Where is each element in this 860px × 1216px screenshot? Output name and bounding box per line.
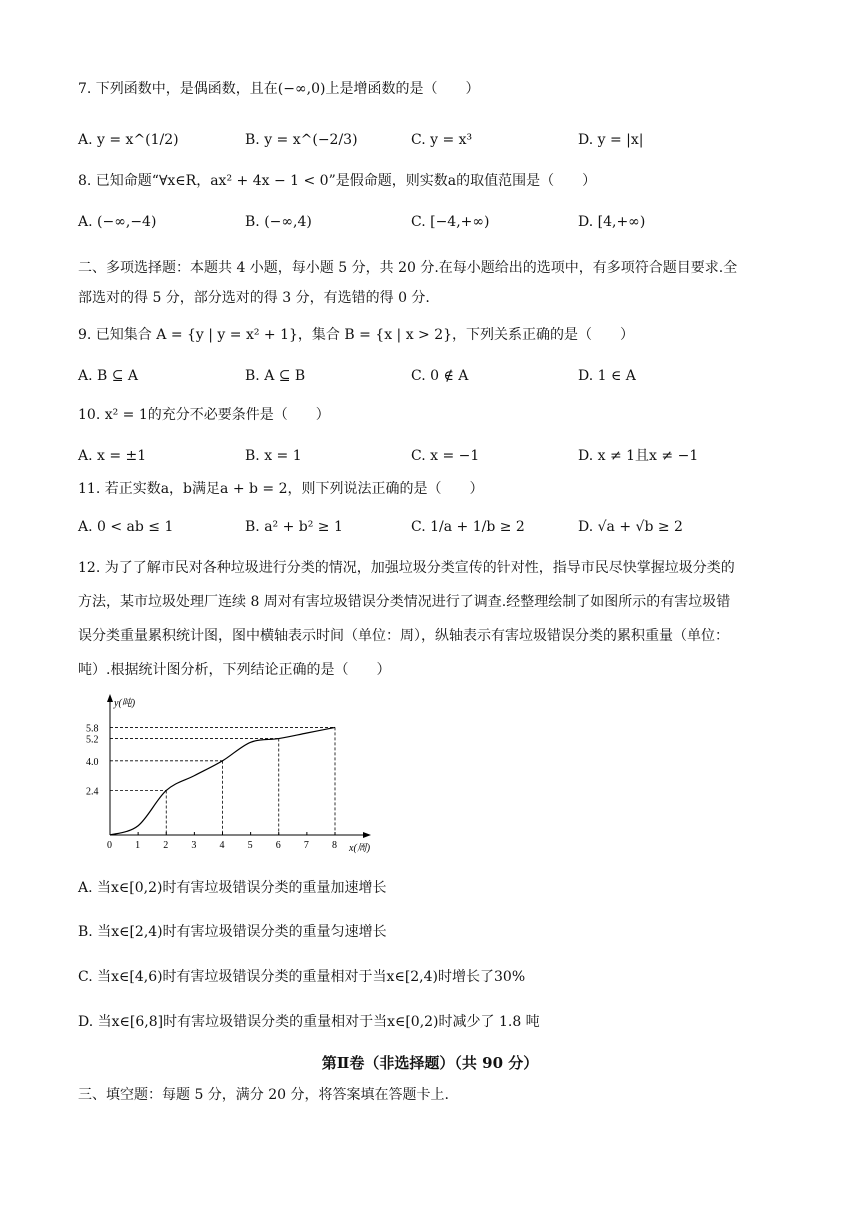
x-axis-arrow	[363, 832, 371, 838]
question-8-option-b: B. (−∞,4)	[245, 214, 312, 230]
x-axis-label: x(周)	[349, 843, 371, 854]
cumulative-weight-chart	[78, 690, 378, 865]
question-11-option-d: D. √a + √b ≥ 2	[578, 519, 683, 535]
question-9-option-b: B. A ⊆ B	[245, 368, 306, 384]
question-12-stem-line1: 12. 为了了解市民对各种垃圾进行分类的情况，加强垃圾分类宣传的针对性，指导市民尽快掌握垃圾分类的	[78, 560, 735, 576]
question-10-option-d: D. x ≠ 1且x ≠ −1	[578, 448, 699, 464]
x-tick-label: 3	[191, 840, 197, 851]
x-tick-label: 8	[332, 840, 337, 851]
x-tick-label: 0	[107, 840, 112, 851]
question-12-stem-line4: 吨）.根据统计图分析，下列结论正确的是（ ）	[78, 662, 391, 678]
question-8-option-a: A. (−∞,−4)	[78, 214, 157, 230]
x-tick-label: 4	[219, 840, 225, 851]
y-tick-label: 5.8	[86, 723, 99, 735]
y-tick-label: 2.4	[86, 786, 99, 798]
question-7-option-d: D. y = |x|	[578, 132, 644, 148]
question-12-option-c: C. 当x∈[4,6)时有害垃圾错误分类的重量相对于当x∈[2,4)时增长了30%	[78, 969, 526, 985]
x-tick-label: 6	[275, 840, 281, 851]
question-12-option-b: B. 当x∈[2,4)时有害垃圾错误分类的重量匀速增长	[78, 924, 387, 940]
question-9-option-d: D. 1 ∈ A	[578, 368, 636, 384]
question-8-option-d: D. [4,+∞)	[578, 214, 646, 230]
question-7-option-a: A. y = x^(1/2)	[78, 132, 179, 148]
y-tick-label: 4.0	[86, 756, 99, 768]
question-12-option-d: D. 当x∈[6,8]时有害垃圾错误分类的重量相对于当x∈[0,2)时减少了 1.8 吨	[78, 1014, 540, 1030]
question-10-option-c: C. x = −1	[411, 448, 480, 464]
question-11-option-c: C. 1/a + 1/b ≥ 2	[411, 519, 525, 535]
part-2-title: 第Ⅱ卷（非选择题）（共 90 分）	[321, 1054, 539, 1072]
section-3-heading: 三、填空题：每题 5 分，满分 20 分，将答案填在答题卡上.	[78, 1087, 449, 1103]
y-axis-label: y(吨)	[114, 698, 136, 709]
question-7-option-b: B. y = x^(−2/3)	[245, 132, 358, 148]
x-tick-label: 2	[163, 840, 169, 851]
question-12-option-a: A. 当x∈[0,2)时有害垃圾错误分类的重量加速增长	[78, 880, 387, 896]
x-tick-label: 7	[303, 840, 309, 851]
x-tick-label: 5	[247, 840, 253, 851]
question-12-stem-line2: 方法，某市垃圾处理厂连续 8 周对有害垃圾错误分类情况进行了调查.经整理绘制了如图所示的有害垃圾错	[78, 594, 731, 610]
y-tick-label: 5.2	[86, 734, 99, 746]
section-2-heading-line2: 部选对的得 5 分，部分选对的得 3 分，有选错的得 0 分.	[78, 290, 430, 306]
y-axis-arrow	[107, 694, 113, 702]
question-10-option-b: B. x = 1	[245, 448, 302, 464]
question-11-option-a: A. 0 < ab ≤ 1	[78, 519, 174, 535]
question-12-stem-line3: 误分类重量累积统计图，图中横轴表示时间（单位：周），纵轴表示有害垃圾错误分类的累积重量（单位：	[78, 628, 729, 644]
question-11-option-b: B. a² + b² ≥ 1	[245, 519, 343, 535]
question-9-option-a: A. B ⊆ A	[78, 368, 139, 384]
question-8-option-c: C. [−4,+∞)	[411, 214, 490, 230]
question-10-stem: 10. x² = 1的充分不必要条件是（ ）	[78, 407, 330, 423]
question-10-option-a: A. x = ±1	[78, 448, 147, 464]
question-7-stem: 7. 下列函数中，是偶函数，且在(−∞,0)上是增函数的是（ ）	[78, 81, 480, 97]
question-7-option-c: C. y = x³	[411, 132, 473, 148]
question-8-stem: 8. 已知命题“∀x∈R，ax² + 4x − 1 < 0”是假命题，则实数a的取值范围是（ ）	[78, 173, 597, 189]
question-9-option-c: C. 0 ∉ A	[411, 368, 469, 384]
x-tick-label: 1	[135, 840, 141, 851]
question-11-stem: 11. 若正实数a，b满足a + b = 2，则下列说法正确的是（ ）	[78, 481, 484, 497]
question-9-stem: 9. 已知集合 A = {y | y = x² + 1}，集合 B = {x | x > 2}，下列关系正确的是（ ）	[78, 327, 635, 343]
section-2-heading-line1: 二、多项选择题：本题共 4 小题，每小题 5 分，共 20 分.在每小题给出的选项中，有多项符合题目要求.全	[78, 260, 738, 276]
